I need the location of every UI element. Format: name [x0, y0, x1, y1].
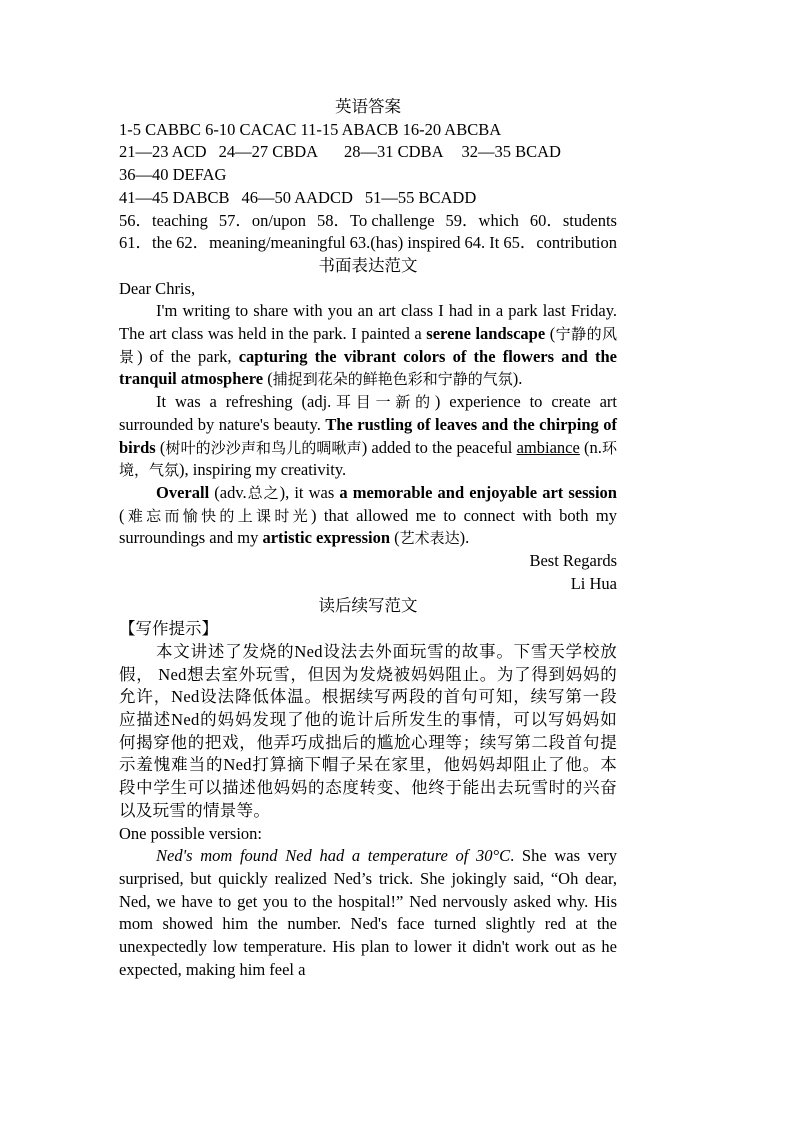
story-paragraph: [119, 845, 617, 981]
answer-item: 64. It: [464, 233, 500, 253]
chinese-gloss: 宁静的风景: [119, 325, 618, 366]
answer-item: 62．meaning/meaningful: [176, 233, 346, 253]
bold-phrase: a memorable and enjoyable art session: [339, 482, 617, 502]
essay-greeting: Dear Chris,: [119, 278, 196, 298]
answer-group: 24—27 CBDA: [218, 142, 319, 162]
answer-group: 28—31 CDBA: [344, 142, 444, 162]
essay-paragraph-2: [119, 391, 617, 482]
version-label: One possible version:: [119, 823, 262, 843]
writing-tip-label: 【写作提示】: [119, 619, 218, 639]
answer-item: 60．students: [529, 210, 617, 230]
chinese-gloss: 难忘而愉快的上课时光: [124, 506, 311, 525]
text-run: I'm writing to share with you an art class I had in a park last Friday. The art class was held in the park. I painted a: [119, 301, 617, 344]
answer-line: [119, 210, 617, 233]
story-opening: Ned's mom found Ned had a temperature of 30°C: [156, 846, 511, 866]
continuation-title: 读后续写范文: [318, 596, 418, 616]
answer-item: 61．the: [119, 233, 173, 253]
text-run: ) added to the peaceful: [361, 437, 517, 457]
underlined-word: ambiance: [516, 437, 580, 457]
text-run: ) of the park,: [137, 346, 239, 366]
essay-paragraph-1: [119, 300, 617, 391]
text-run: ).: [512, 369, 523, 389]
text-run: ), inspiring my creativity.: [179, 460, 347, 480]
text-run: (adv.: [209, 482, 247, 502]
chinese-gloss: 捕捉到花朵的鲜艳色彩和宁静的气氛: [272, 370, 513, 389]
essay-paragraph-3: [119, 482, 617, 550]
chinese-gloss: 总之: [246, 483, 280, 502]
writing-tip-body: 本文讲述了发烧的Ned设法去外面玩雪的故事。下雪天学校放假， Ned想去室外玩雪，但因为发烧被妈妈阻止。为了得到妈妈的允许，Ned设法降低体温。根据续写两段的首句可知，续写第一段应描述Ned的妈妈发现了他的诡计后所发生的事情，可以写妈妈如何揭穿他的把戏，他弄巧成拙后的尴尬心理等；续写第二段首句提示羞愧难当的Ned打算摘下帽子呆在家里，他妈妈却阻止了他。本段中学生可以描述他妈妈的态度转变、他终于能出去玩雪时的兴奋以及玩雪的情景等。: [119, 641, 617, 820]
answer-line: [119, 141, 617, 164]
bold-phrase: The rustling of leaves and the chirping of birds: [119, 414, 618, 457]
essay-signature: Li Hua: [570, 573, 617, 593]
chinese-gloss: 环境，气氛: [119, 438, 617, 480]
answer-group: 41—45 DABCB: [119, 187, 230, 207]
answer-item: 59．which: [445, 210, 519, 230]
text-run: (: [155, 437, 166, 457]
text-run: (: [390, 528, 400, 548]
chinese-gloss: 树叶的沙沙声和鸟儿的啁啾声: [165, 438, 362, 457]
answer-item: 56．teaching: [119, 210, 208, 230]
answer-line: [119, 232, 617, 255]
text-run: (n.: [579, 437, 602, 457]
essay-closing: Best Regards: [529, 551, 617, 571]
answer-group: 32—35 BCAD: [461, 142, 561, 162]
text-run: It was a refreshing (adj.: [156, 392, 332, 412]
chinese-gloss: 艺术表达: [399, 529, 460, 548]
story-continuation: . She was very surprised, but quickly realized Ned’s trick. She jokingly said, “Oh dear, Ned, we have to get you to the hospital!” Ned nervously asked why. His mom showed him the number. Ned's face turned slightly red at the unexpectedly low temperature. His plan to lower it didn't work out as he expected, making him feel a: [119, 846, 617, 979]
writing-tip-text: [119, 641, 617, 823]
text-run: (: [263, 369, 273, 389]
answer-item: 58．To challenge: [317, 210, 435, 230]
text-run: (: [119, 505, 125, 525]
answer-key: [119, 119, 617, 255]
answer-group: 46—50 AADCD: [241, 187, 353, 207]
answer-item: 65．contribution: [503, 233, 617, 253]
answer-group: 51—55 BCADD: [364, 187, 477, 207]
text-run: ).: [459, 528, 470, 548]
bold-phrase: artistic expression: [262, 528, 391, 548]
bold-phrase: capturing the vibrant colors of the flowers and the tranquil atmosphere: [119, 346, 618, 389]
answer-item: 57．on/upon: [218, 210, 306, 230]
answer-line: 1-5 CABBC 6-10 CACAC 11-15 ABACB 16-20 ABCBA: [119, 119, 502, 139]
answer-group: 21—23 ACD: [119, 142, 207, 162]
essay-title: 书面表达范文: [318, 255, 418, 275]
answer-item: 63.(has) inspired: [349, 233, 461, 253]
text-run: ) that allowed me to connect with both my surroundings and my: [119, 505, 617, 548]
text-run: ), it was: [279, 482, 340, 502]
answer-line: [119, 187, 617, 210]
text-run: ) experience to create art surrounded by nature's beauty.: [119, 392, 617, 434]
bold-phrase: serene landscape: [426, 324, 546, 344]
document-page: [119, 96, 617, 981]
chinese-gloss: 耳目一新的: [331, 393, 435, 412]
answer-line: 36—40 DEFAG: [119, 165, 227, 185]
bold-phrase: Overall: [156, 482, 210, 502]
text-run: (: [545, 324, 556, 344]
answer-key-title: 英语答案: [335, 97, 401, 116]
